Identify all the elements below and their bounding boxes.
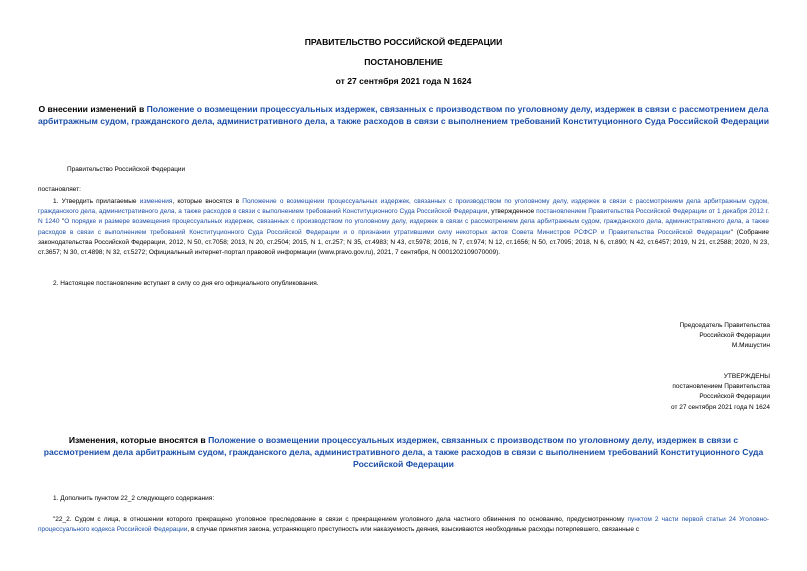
signature-name: М.Мишустин xyxy=(731,342,770,350)
signature-position: Председатель Правительства xyxy=(679,322,770,329)
approved-date-number: от 27 сентября 2021 года N 1624 xyxy=(671,403,770,411)
approved-by: постановлением Правительства xyxy=(672,383,770,391)
p1-text-1: 1. Утвердить прилагаемые xyxy=(53,198,140,205)
approved-country: Российской Федерации xyxy=(699,393,770,401)
approved-label: УТВЕРЖДЕНЫ xyxy=(723,373,770,380)
p1-text-5: " (Собрание законодательства Российской Федерации, 2012, N 50, ст.7058; 2013, N 20, ст.2504; 2015, N 1, ст.257; N 35, ст.4983; N 43, ст.5978; 2016, N 7, ст.974; N 12, ст.1656; N 50, ст.7095; 2018, N 6, ст.890; N 42, ст.6457; 2019, N 21, ст.2588; 2020, N 23, ст.3657; N 30, ст.4898; N 32, ст.5272; Официальный интернет-портал правовой информации (www.pravo.gov.ru), 2021, 7 сентября, N 0001202109070009). xyxy=(38,228,769,257)
p1-regulation-link[interactable]: Положение о возмещении процессуальных издержек, связанных с производством по уголовному делу, издержек в связи с рассмотрением дела арбитражным судом, гражданского дела, административного дела, а также расходов в связи с выполнением требований Конституционного Суда Российской Федерации xyxy=(38,198,769,216)
document-type-heading: ПОСТАНОВЛЕНИЕ xyxy=(364,57,443,67)
intro-text: Правительство Российской Федерации xyxy=(67,166,186,173)
changes-title-prefix: Изменения, которые вносятся в xyxy=(68,435,209,445)
approved-block xyxy=(671,372,770,413)
p1-changes-link[interactable]: изменения xyxy=(139,198,173,205)
changes-title xyxy=(36,434,771,470)
title-regulation-link[interactable]: Положение о возмещении процессуальных издержек, связанных с производством по уголовному делу, издержек в связи с рассмотрением дела арбитражным судом, гражданского дела, административного дела, а также расходов в связи с выполнением требований Конституционного Суда Российской Федерации xyxy=(38,104,769,126)
changes-regulation-link[interactable]: Положение о возмещении процессуальных издержек, связанных с производством по уголовному делу, издержек в связи с рассмотрением дела арбитражным судом, гражданского дела, административного дела, а также расходов в связи с выполнением требований Конституционного Суда Российской Федерации xyxy=(43,435,764,469)
quote-text-2: , в случае принятия закона, устраняющего преступность или наказуемость деяния, взыскиваются необходимые расходы потерпевшего, связанные с xyxy=(187,526,640,534)
government-heading: ПРАВИТЕЛЬСТВО РОССИЙСКОЙ ФЕДЕРАЦИИ xyxy=(304,37,503,47)
quote-code-link[interactable]: пунктом 2 части первой статьи 24 Уголовно-процессуального кодекса Российской Федерации xyxy=(38,516,769,534)
p1-text-2: , которые вносятся в xyxy=(172,198,243,205)
p1-text-3: , утвержденное xyxy=(487,208,537,216)
change-item-1: 1. Дополнить пунктом 22_2 следующего содержания: xyxy=(53,495,215,502)
document-date-number: от 27 сентября 2021 года N 1624 xyxy=(335,76,472,86)
title-prefix: О внесении изменений в xyxy=(38,104,147,114)
paragraph-1 xyxy=(38,197,769,258)
paragraph-2: 2. Настоящее постановление вступает в силу со дня его официального опубликования. xyxy=(53,280,319,287)
change-quote xyxy=(38,515,769,535)
signature-block xyxy=(679,321,770,352)
document-title xyxy=(30,103,777,127)
p1-text-4: " xyxy=(59,218,65,226)
quote-text-1: "22_2. Судом с лица, в отношении которого прекращено уголовное преследование в связи с прекращением уголовного дела частного обвинения по основанию, предусмотренному xyxy=(53,516,628,523)
decides-text: постановляет: xyxy=(38,186,81,193)
signature-country: Российской Федерации xyxy=(699,332,770,340)
p1-resolution-title-link[interactable]: О порядке и размере возмещения процессуальных издержек, связанных с производством по уголовному делу, издержек в связи с рассмотрением дела арбитражным судом, гражданского дела, административного дела, а также расходов в связи с выполнением требований Конституционного Суда Российской Федерации и о признании утратившими силу некоторых актов Совета Министров РСФСР и Правительства Российской Федерации xyxy=(38,218,769,236)
p1-resolution-link[interactable]: постановлением Правительства Российской Федерации от 1 декабря 2012 г. N 1240 xyxy=(38,208,770,226)
